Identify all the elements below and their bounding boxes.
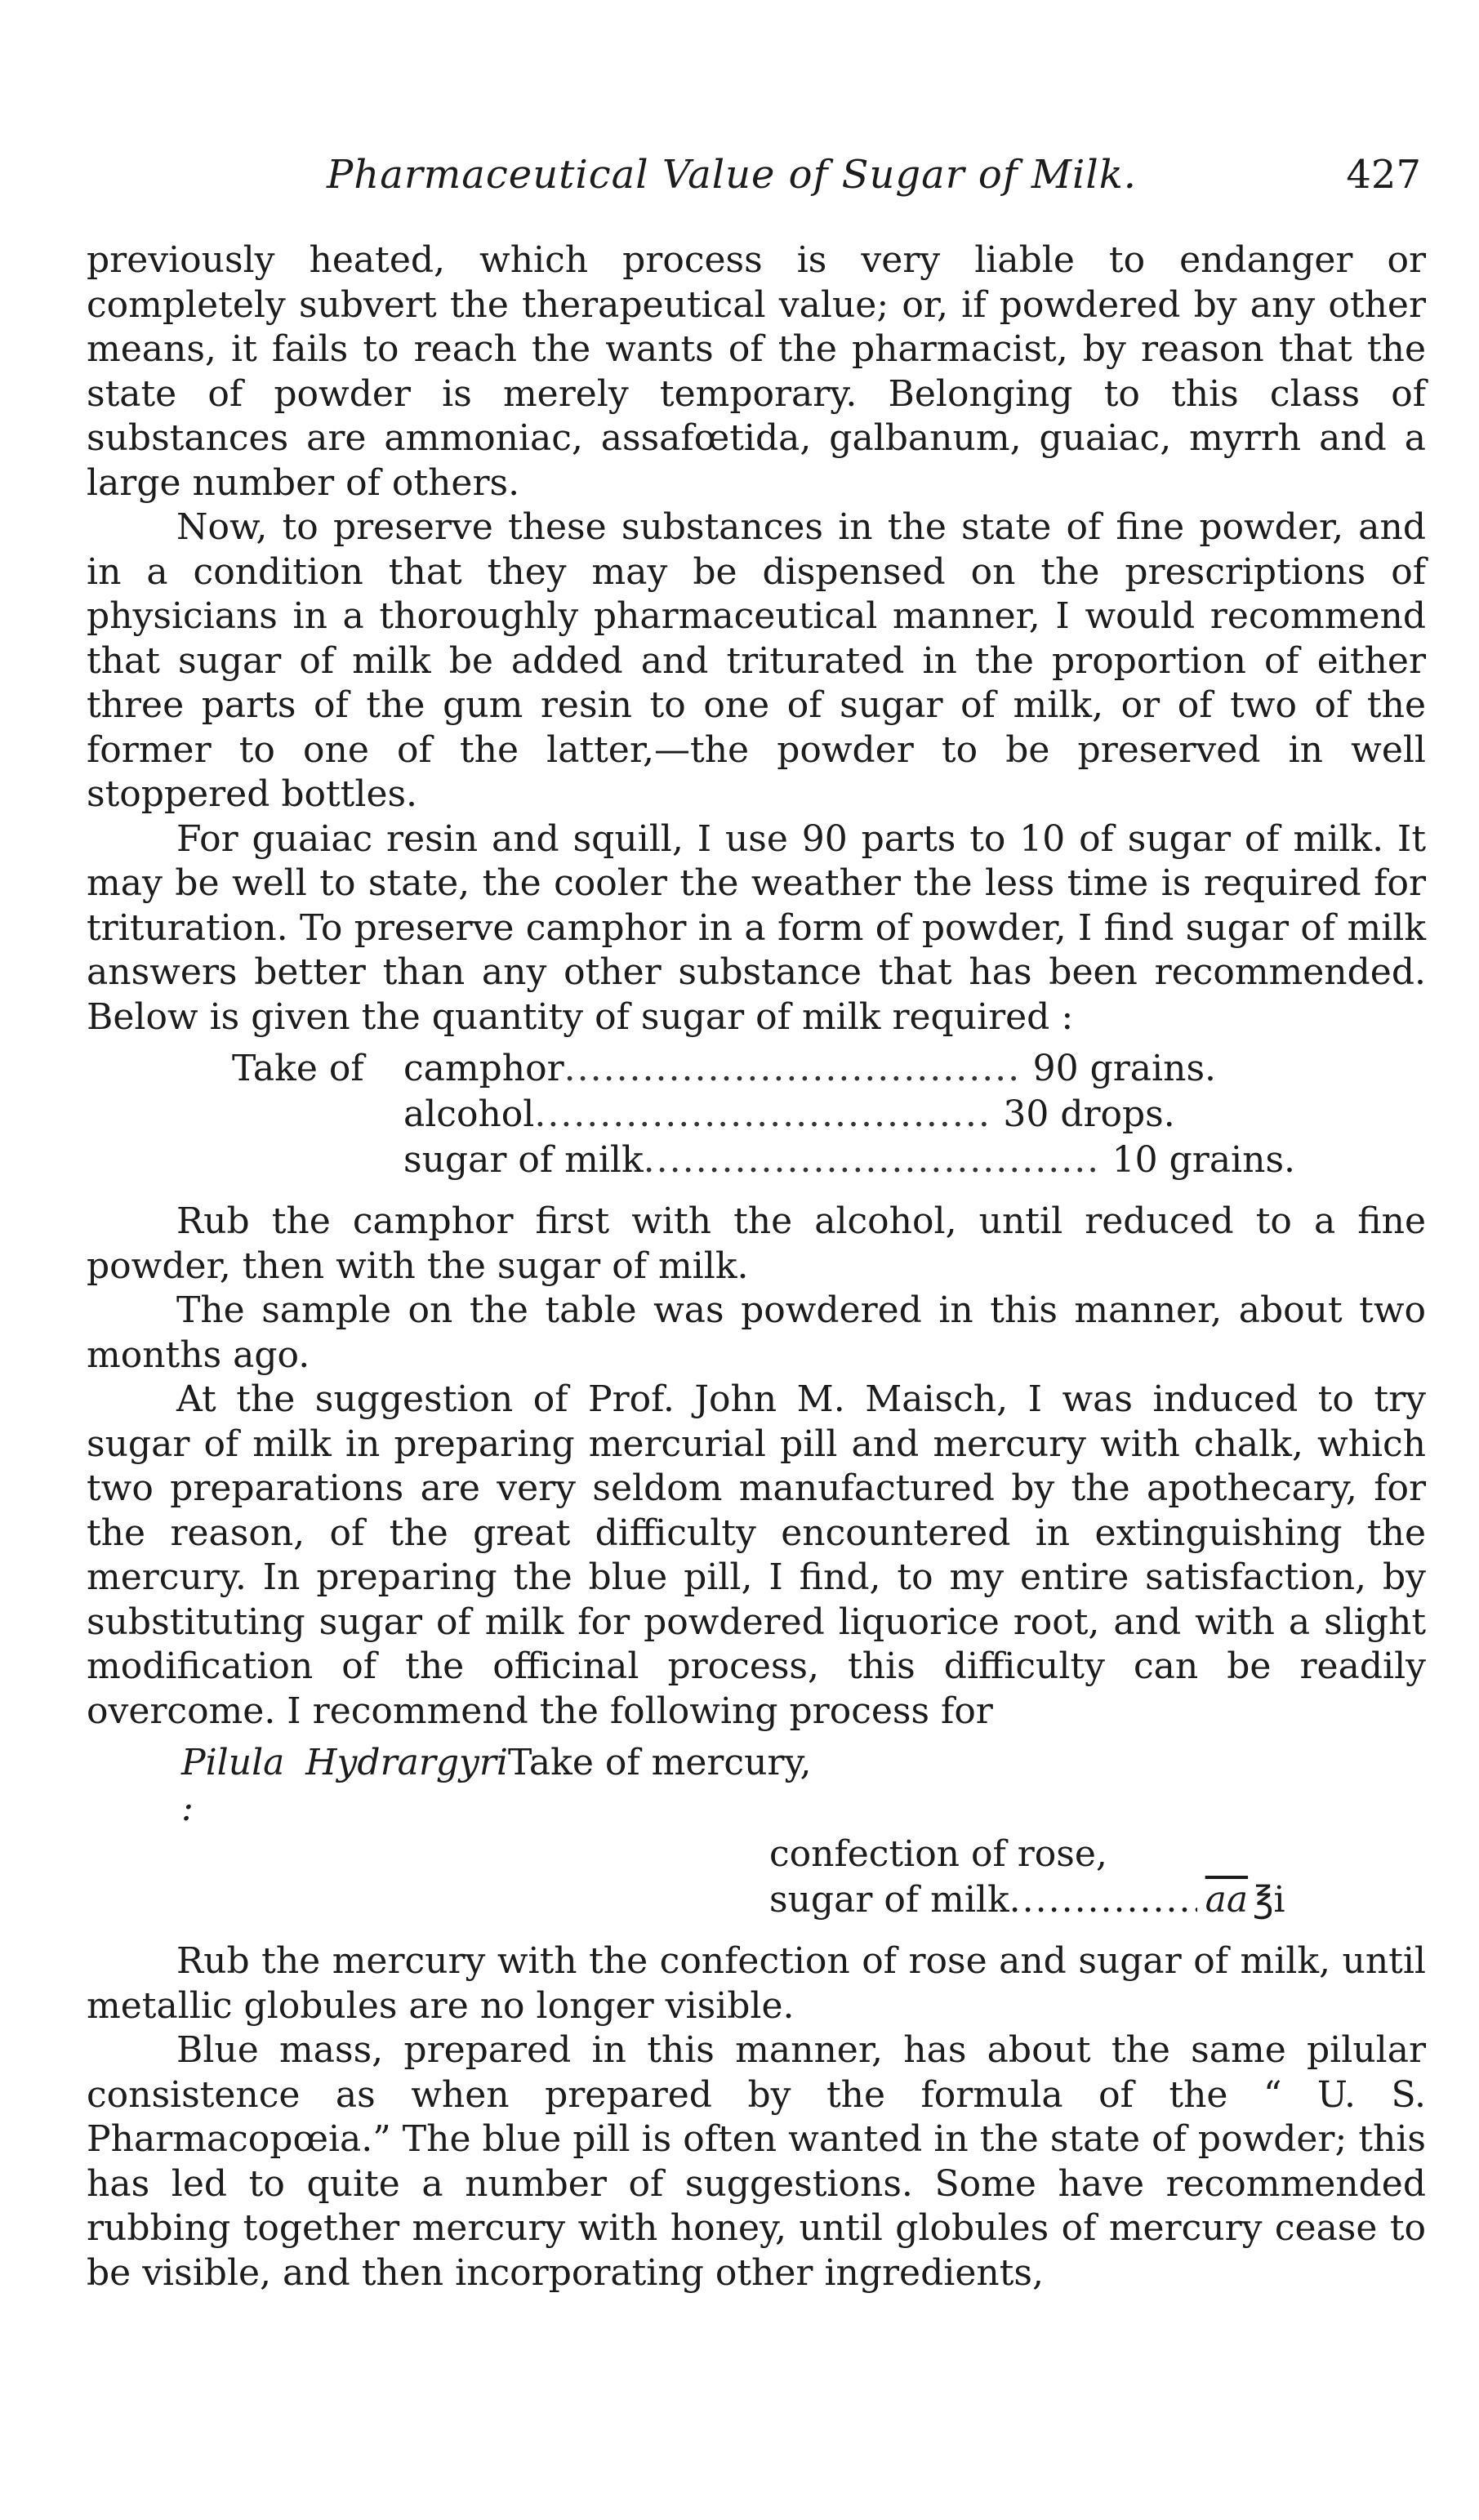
formula-ingredient: confection of rose,: [769, 1833, 1107, 1875]
formula-aa: $\overline{aa}$: [1205, 1879, 1249, 1921]
paragraph-3: For guaiac resin and squill, I use 90 parts to 10 of sugar of milk. It may be well to state, the cooler the weather the less time is required for trituration. To preserve camphor in a form of powder, I find sugar of milk answers better than any other substance that has been recommended. Below is given the quantity of sugar of milk required :: [87, 817, 1426, 1038]
paragraph-2: Now, to preserve these substances in the state of fine powder, and in a condition that they may be dispensed on the prescriptions of physicians in a thoroughly pharmaceutical manner, I would recommend that sugar of milk be added and triturated in the proportion of either three parts of the gum resin to one of sugar of milk, or of two of the former to one of the latter,—the powder to be preserved in well stoppered bottles.: [87, 506, 1426, 815]
formula-name: Pilula Hydrargyri :: [181, 1742, 508, 1829]
paragraph-7: Rub the mercury with the confection of rose and sugar of milk, until metallic globules are no longer visible.: [87, 1940, 1426, 2027]
formula-ingredient: mercury,: [651, 1742, 812, 1783]
paragraph-1: previously heated, which process is very liable to endanger or completely subvert the therapeutical value; or, if powdered by any other means, it fails to reach the wants of the pharmacist, by reason that the state of powder is merely temporary. Belonging to this class of substances are ammoniac, assafœtida, galbanum, guaiac, myrrh and a large number of others.: [87, 239, 1426, 504]
recipe-quantity: 10 grains.: [1111, 1139, 1296, 1181]
recipe-take-label: Take of: [232, 1048, 364, 1089]
leader-dots: [534, 1092, 991, 1138]
camphor-recipe: [87, 1046, 1426, 1183]
paragraph-4: Rub the camphor first with the alcohol, until reduced to a fine powder, then with the sugar of milk.: [87, 1200, 1426, 1287]
recipe-ingredient: alcohol: [403, 1093, 535, 1135]
page-body: [87, 238, 1426, 2295]
formula-take-label: Take of: [508, 1742, 640, 1783]
formula-row: [87, 1877, 1426, 1923]
page-number: 427: [1346, 152, 1421, 198]
recipe-quantity: 30 drops.: [1003, 1093, 1175, 1135]
formula-ingredient: sugar of milk: [769, 1879, 1009, 1921]
paragraph-8: Blue mass, prepared in this manner, has about the same pilular consistence as when prepared by the formula of the “ U. S. Pharmacopœia.” The blue pill is often wanted in the state of powder; this has led to quite a number of suggestions. Some have recommended rubbing together mercury with honey, until globules of mercury cease to be visible, and then incorporating other ingredients,: [87, 2029, 1426, 2294]
recipe-row: [87, 1092, 1426, 1138]
formula-row: [87, 1832, 1426, 1877]
leader-dots: [644, 1138, 1101, 1183]
leader-dots: [1009, 1877, 1197, 1923]
recipe-quantity: 90 grains.: [1032, 1048, 1217, 1089]
running-title: Pharmaceutical Value of Sugar of Milk.: [327, 152, 1138, 198]
formula-dose: ℥i: [1253, 1879, 1285, 1921]
recipe-row: [87, 1046, 1426, 1092]
pilula-hydrargyri-formula: [87, 1740, 1426, 1923]
formula-row: [87, 1740, 1426, 1832]
page-header: [327, 152, 1421, 217]
leader-dots: [564, 1046, 1022, 1092]
paragraph-6: At the suggestion of Prof. John M. Maisch, I was induced to try sugar of milk in preparing mercurial pill and mercury with chalk, which two preparations are very seldom manufactured by the apothecary, for the reason, of the great difficulty encountered in extinguishing the mercury. In preparing the blue pill, I find, to my entire satisfaction, by substituting sugar of milk for powdered liquorice root, and with a slight modification of the officinal process, this difficulty can be readily overcome. I recommend the following process for: [87, 1378, 1426, 1732]
recipe-ingredient: sugar of milk: [403, 1139, 644, 1181]
recipe-ingredient: camphor: [403, 1048, 564, 1089]
recipe-row: [87, 1138, 1426, 1183]
paragraph-5: The sample on the table was powdered in this manner, about two months ago.: [87, 1289, 1426, 1376]
